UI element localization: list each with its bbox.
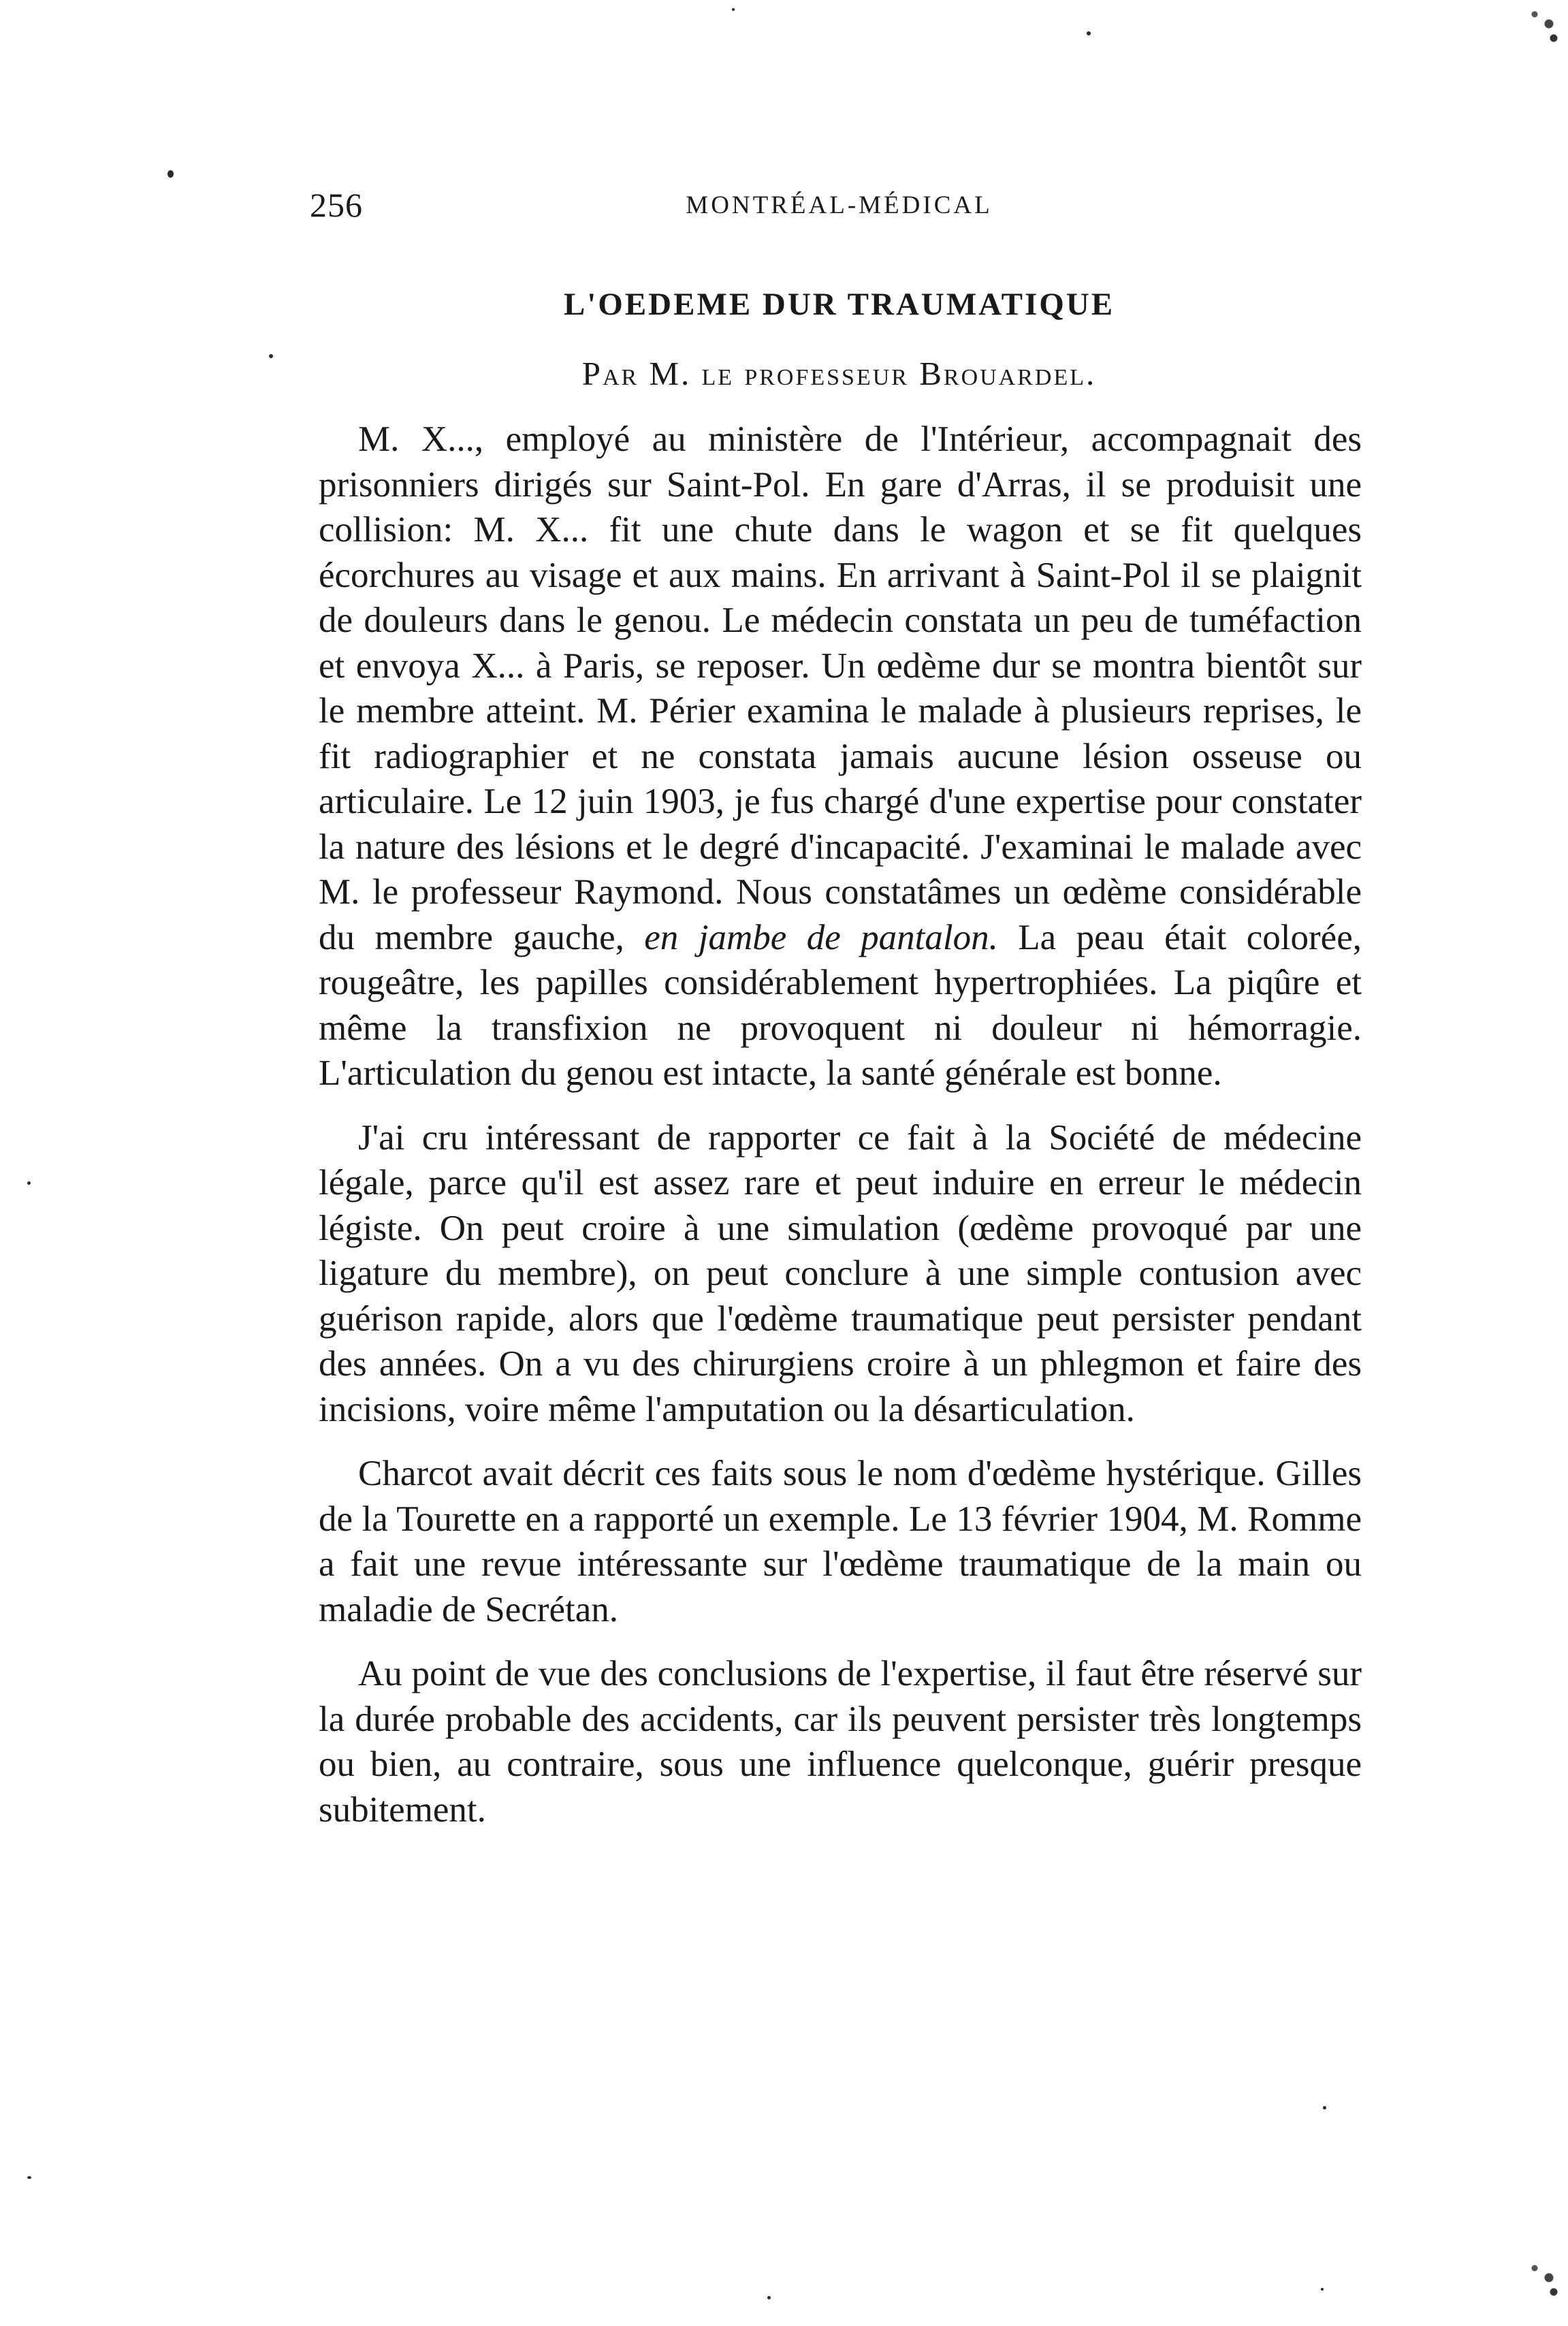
paragraph-1-text-b: La peau était colorée, rougeâtre, les papilles considérablement hypertrophiées. La piqûre et même la transfixion ne provoquent ni douleur ni hémorragie. L'articulation du genou est intacte, la santé générale est bonne. (319, 917, 1362, 1093)
scan-speck (1087, 31, 1091, 35)
paragraph-2: J'ai cru intéressant de rapporter ce fait à la Société de médecine légale, parce qu'il est assez rare et peut induire en erreur le médecin légiste. On peut croire à une simulation (œdème provoqué par une ligature du membre), on peut conclure à une simple contusion avec guérison rapide, alors que l'œdème traumatique peut persister pendant des années. On a vu des chirurgiens croire à un phlegmon et faire des incisions, voire même l'amputation ou la désarticulation. (319, 1117, 1362, 1429)
scan-edge-noise (1520, 0, 1568, 48)
article-title: L'OEDEME DUR TRAUMATIQUE (563, 287, 1115, 322)
paragraph-4: Au point de vue des conclusions de l'expertise, il faut être réservé sur la durée probable des accidents, car ils peuvent persister très longtemps ou bien, au contraire, sous une influence quelconque, guérir presque subitement. (319, 1654, 1362, 1830)
journal-title: MONTRÉAL-MÉDICAL (686, 191, 993, 219)
article-body (319, 417, 1362, 1832)
paragraph-1 (319, 417, 1362, 1096)
scan-speck (167, 170, 174, 178)
page-number: 256 (310, 186, 363, 224)
scan-speck (1323, 2106, 1326, 2109)
scan-speck (27, 2176, 31, 2179)
scan-speck (767, 2296, 771, 2299)
scan-speck (732, 8, 735, 11)
paragraph-1-italic: en jambe de pantalon. (644, 917, 998, 957)
scan-speck (27, 1181, 31, 1185)
running-head (310, 185, 1369, 226)
paragraph-1-text-a: M. X..., employé au ministère de l'Intérieur, accompagnait des prisonniers dirigés sur Saint-Pol. En gare d'Arras, il se produisit une collision: M. X... fit une chute dans le wagon et se fit quelques écorchures au visage et aux mains. En arrivant à Saint-Pol il se plaignit de douleurs dans le genou. Le médecin constata un peu de tuméfaction et envoya X... à Paris, se reposer. Un œdème dur se montra bientôt sur le membre atteint. M. Périer examina le malade à plusieurs reprises, le fit radiographier et ne constata jamais aucune lésion osseuse ou articulaire. Le 12 juin 1903, je fus chargé d'une expertise pour constater la nature des lésions et le degré d'incapacité. J'examinai le malade avec M. le professeur Raymond. Nous constatâmes un œdème considérable du membre gauche, (319, 419, 1362, 957)
scan-speck (1321, 2288, 1324, 2291)
scan-edge-noise (1520, 2254, 1568, 2301)
article-byline: Par M. le professeur Brouardel. (581, 355, 1097, 392)
scan-speck (269, 354, 273, 358)
paragraph-3: Charcot avait décrit ces faits sous le nom d'œdème hystérique. Gilles de la Tourette en a rapporté un exemple. Le 13 février 1904, M. Romme a fait une revue intéressante sur l'œdème traumatique de la main ou maladie de Secrétan. (319, 1454, 1362, 1629)
